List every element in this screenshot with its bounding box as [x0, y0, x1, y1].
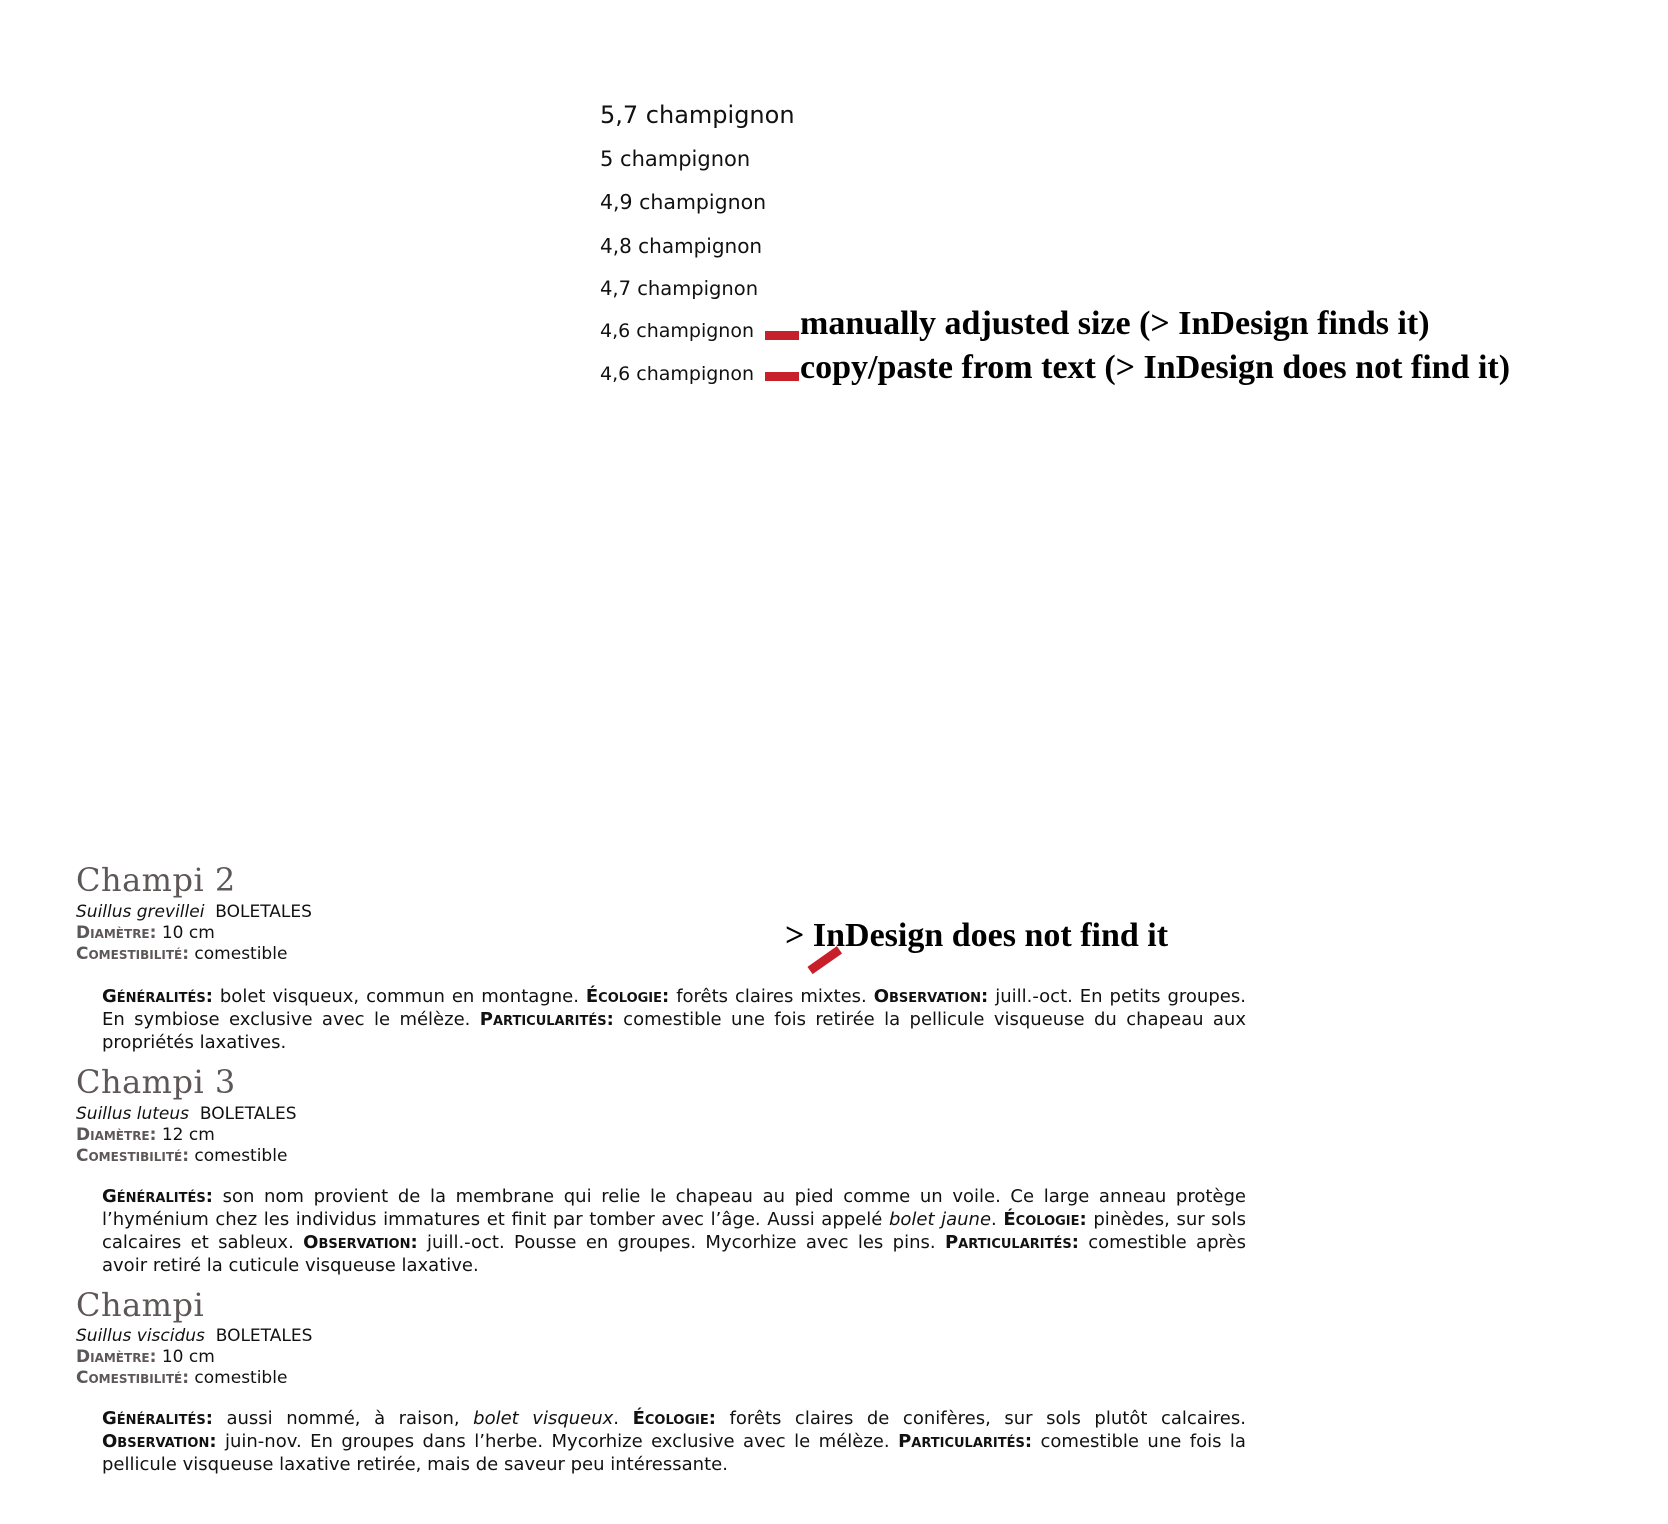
particularites-text: comestible une fois la pellicule visqueuse laxative retirée, mais de saveur peu intéressante. [102, 1431, 1246, 1475]
generalites-text: son nom provient de la membrane qui relie le chapeau au pied comme un voile. Ce large anneau protège l’hyménium chez les individus immatures et finit par tomber avec l’âge. Aussi appelé [102, 1186, 1246, 1230]
generalites-label: Généralités: [102, 1408, 213, 1429]
generalites-end: . [991, 1209, 997, 1230]
order-name: BOLETALES [199, 1104, 297, 1124]
ecologie-label: Écologie: [1003, 1209, 1087, 1230]
diametre-value: 10 cm [161, 1347, 215, 1367]
generalites-emphasis: bolet visqueux [473, 1408, 614, 1429]
diametre-label: Diamètre: [76, 1347, 157, 1367]
generalites-text: bolet visqueux, commun en montagne. [219, 986, 579, 1007]
entry-title: Champi [76, 1286, 205, 1324]
ecologie-text: forêts claires de conifères, sur sols plutôt calcaires. [729, 1408, 1246, 1429]
comestibilite-value: comestible [194, 944, 288, 964]
comestibilite-value: comestible [194, 1146, 288, 1166]
entry-meta [76, 1326, 312, 1389]
particularites-label: Particularités: [479, 1009, 614, 1030]
sample-4-8: 4,8 champignon [600, 234, 763, 258]
ecologie-label: Écologie: [632, 1408, 716, 1429]
annotation-copy: copy/paste from text (> InDesign does not find it) [800, 349, 1511, 386]
ecologie-label: Écologie: [585, 986, 670, 1007]
comestibilite-label: Comestibilité: [76, 1146, 190, 1166]
order-name: BOLETALES [215, 902, 312, 922]
observation-label: Observation: [102, 1431, 217, 1452]
diametre-value: 12 cm [161, 1125, 215, 1145]
diametre-label: Diamètre: [76, 1125, 157, 1145]
entry-body [102, 985, 1246, 1054]
sample-4-9: 4,9 champignon [600, 190, 767, 214]
entry-body [102, 1185, 1246, 1277]
observation-label: Observation: [303, 1232, 418, 1253]
species-name: Suillus viscidus [76, 1326, 205, 1346]
diametre-label: Diamètre: [76, 923, 157, 943]
generalites-text: aussi nommé, à raison, [226, 1408, 460, 1429]
generalites-end: . [613, 1408, 620, 1429]
order-name: BOLETALES [215, 1326, 313, 1346]
annotation-body: > InDesign does not find it [785, 917, 1169, 954]
ecologie-text: pinèdes, sur sols calcaires et sableux. [102, 1209, 1246, 1253]
marker-manual [765, 331, 799, 340]
entry-meta [76, 902, 312, 965]
entry-title: Champi 3 [76, 1063, 236, 1101]
species-name: Suillus grevillei [76, 902, 205, 922]
observation-text: juill.-oct. En petits groupes. En symbiose exclusive avec le mélèze. [102, 986, 1246, 1030]
comestibilite-value: comestible [194, 1368, 288, 1388]
sample-4-7: 4,7 champignon [600, 277, 759, 300]
marker-copy [765, 372, 799, 381]
observation-label: Observation: [873, 986, 989, 1007]
diametre-value: 10 cm [161, 923, 215, 943]
sample-5: 5 champignon [600, 147, 751, 171]
observation-text: juin-nov. En groupes dans l’herbe. Mycorhize exclusive avec le mélèze. [224, 1431, 890, 1452]
generalites-label: Généralités: [102, 986, 213, 1007]
generalites-label: Généralités: [102, 1186, 213, 1207]
annotation-manual: manually adjusted size (> InDesign finds it) [800, 305, 1430, 342]
sample-4-6-copy: 4,6 champignon [600, 363, 755, 385]
particularites-label: Particularités: [944, 1232, 1079, 1253]
particularites-text: comestible une fois retirée la pellicule visqueuse du chapeau aux propriétés laxatives. [102, 1009, 1246, 1053]
comestibilite-label: Comestibilité: [76, 1368, 190, 1388]
observation-text: juill.-oct. Pousse en groupes. Mycorhize avec les pins. [427, 1232, 936, 1253]
entry-title: Champi 2 [76, 861, 236, 899]
entry-body [102, 1407, 1246, 1476]
ecologie-text: forêts claires mixtes. [676, 986, 867, 1007]
sample-4-6-manual: 4,6 champignon [600, 320, 755, 342]
particularites-label: Particularités: [898, 1431, 1033, 1452]
sample-5-7: 5,7 champignon [600, 101, 795, 129]
particularites-text: comestible après avoir retiré la cuticule visqueuse laxative. [102, 1232, 1246, 1276]
comestibilite-label: Comestibilité: [76, 944, 190, 964]
entry-meta [76, 1104, 297, 1167]
species-name: Suillus luteus [76, 1104, 190, 1124]
generalites-emphasis: bolet jaune [888, 1209, 992, 1230]
